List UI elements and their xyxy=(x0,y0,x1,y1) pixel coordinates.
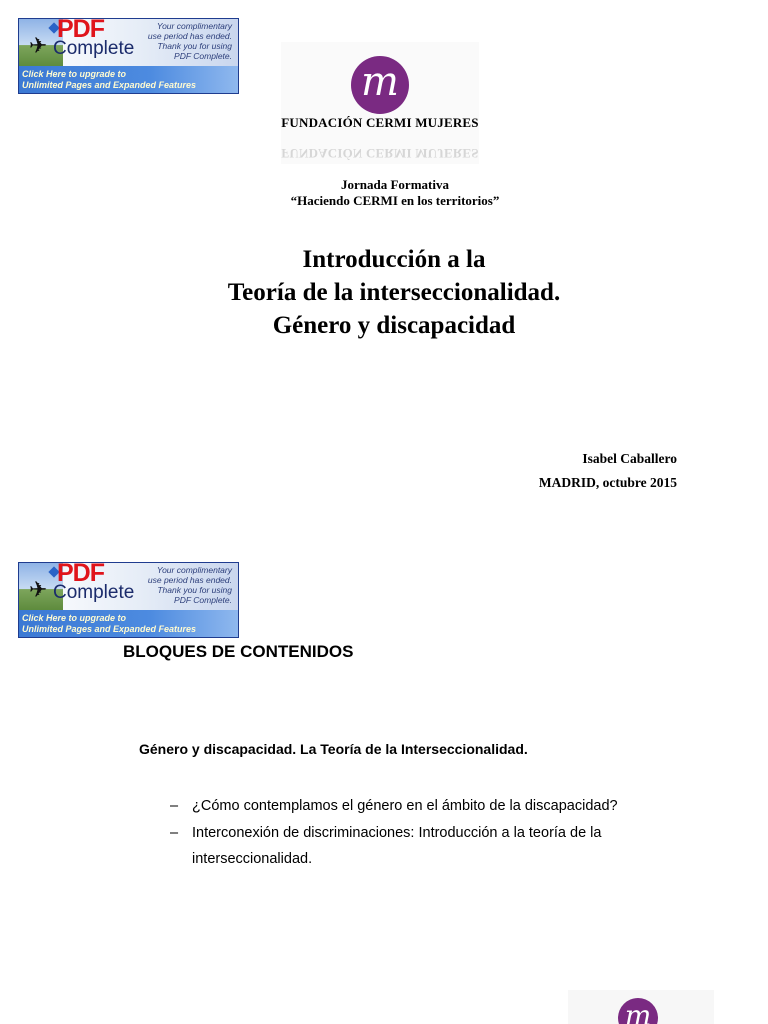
upgrade-link[interactable] xyxy=(19,610,238,638)
notice-line: Thank you for using xyxy=(157,585,232,595)
airplane-icon: ✈ xyxy=(29,578,48,603)
place-date: MADRID, octubre 2015 xyxy=(538,475,677,490)
event-info xyxy=(0,177,768,209)
list-item xyxy=(170,793,700,819)
airplane-icon: ✈ xyxy=(29,34,48,59)
section-heading: BLOQUES DE CONTENIDOS xyxy=(123,642,354,661)
brand-complete: Complete xyxy=(53,38,135,59)
notice-line: PDF Complete. xyxy=(174,595,232,605)
banner-top xyxy=(19,19,238,66)
logo-name-reflection: FUNDACIÓN CERMI MUJERES xyxy=(281,146,479,161)
brand-pdf: PDF xyxy=(57,18,104,43)
title-line: Teoría de la interseccionalidad. xyxy=(227,279,561,306)
list-item xyxy=(170,820,700,872)
author-name: Isabel Caballero xyxy=(582,451,677,466)
notice-line: PDF Complete. xyxy=(174,51,232,61)
banner-notice xyxy=(132,565,232,605)
dash-bullet-icon: – xyxy=(170,798,179,814)
title-line: Género y discapacidad xyxy=(272,312,516,339)
notice-line: Your complimentary xyxy=(156,21,232,31)
event-line-1: Jornada Formativa xyxy=(341,177,449,192)
notice-line: use period has ended. xyxy=(147,575,232,585)
section-subheading: Género y discapacidad. La Teoría de la Interseccionalidad. xyxy=(139,741,528,757)
dash-bullet-icon: – xyxy=(170,825,179,841)
upgrade-link[interactable] xyxy=(19,66,238,94)
event-line-2: “Haciendo CERMI en los territorios” xyxy=(290,193,500,208)
upgrade-line: Unlimited Pages and Expanded Features xyxy=(22,80,197,90)
brand-pdf: PDF xyxy=(57,562,104,587)
list-item-text: Interconexión de discriminaciones: Introducción a la teoría de la interseccionalidad. xyxy=(192,825,602,867)
foundation-logo xyxy=(281,42,479,164)
logo-m-icon: m xyxy=(351,56,409,114)
title-line: Introducción a la xyxy=(302,246,486,273)
upgrade-line: Click Here to upgrade to xyxy=(22,613,127,623)
logo-m-icon: m xyxy=(618,998,658,1024)
presentation-title xyxy=(0,243,768,342)
author-block xyxy=(539,447,677,495)
pdf-complete-banner[interactable] xyxy=(18,18,239,94)
foundation-logo-partial xyxy=(568,990,714,1024)
banner-top xyxy=(19,563,238,610)
upgrade-line: Unlimited Pages and Expanded Features xyxy=(22,624,197,634)
upgrade-line: Click Here to upgrade to xyxy=(22,69,127,79)
notice-line: Your complimentary xyxy=(156,565,232,575)
list-item-text: ¿Cómo contemplamos el género en el ámbito de la discapacidad? xyxy=(192,798,618,814)
notice-line: Thank you for using xyxy=(157,41,232,51)
notice-line: use period has ended. xyxy=(147,31,232,41)
content-list xyxy=(170,793,700,873)
pdf-complete-banner[interactable] xyxy=(18,562,239,638)
brand-complete: Complete xyxy=(53,582,135,603)
banner-notice xyxy=(132,21,232,61)
logo-name: FUNDACIÓN CERMI MUJERES xyxy=(281,115,479,130)
